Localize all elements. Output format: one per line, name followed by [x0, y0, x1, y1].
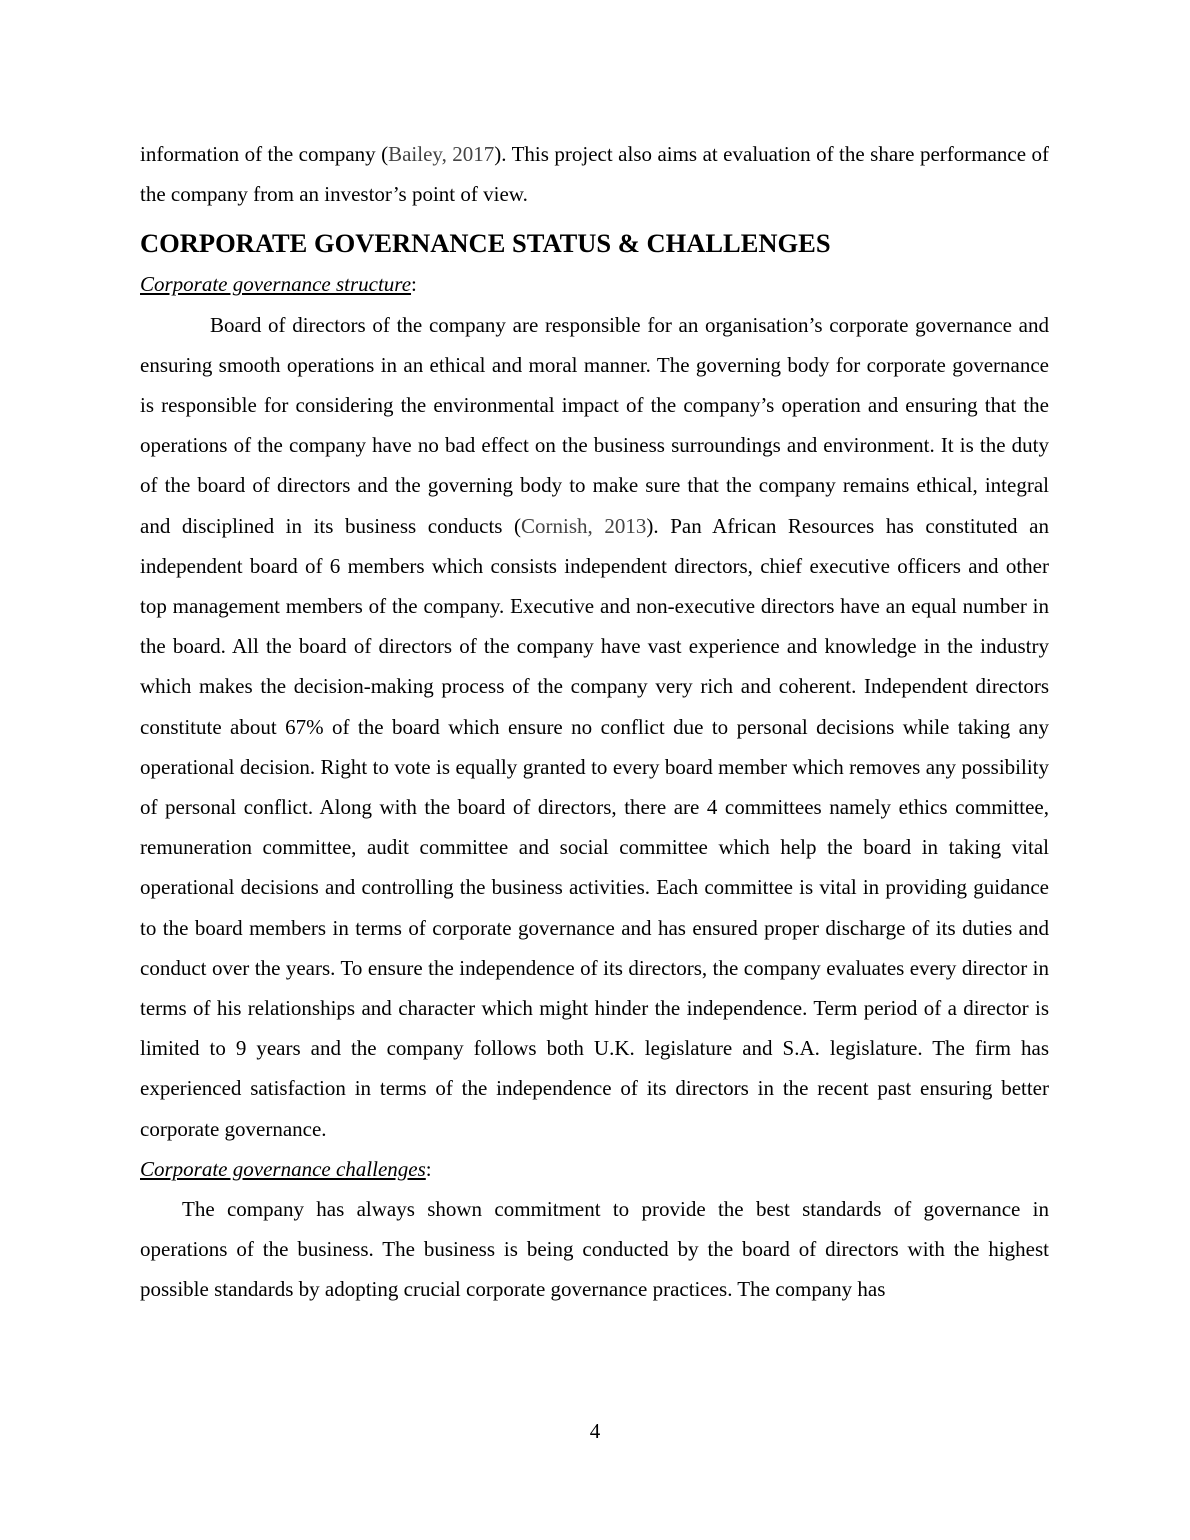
- page-content: [140, 134, 1049, 1310]
- subheading-structure: [140, 264, 1049, 304]
- citation-cornish: Cornish, 2013: [521, 513, 647, 538]
- subheading-structure-colon: :: [411, 272, 417, 297]
- subheading-challenges-colon: :: [425, 1156, 432, 1181]
- intro-paragraph: [140, 134, 1049, 214]
- structure-text-end: ). Pan African Resources has constituted an independent board of 6 members which consists independent directors, chief executive officers and other top management members of the company. Executive and non-executive directors have an equal number in the board. All the board of directors of the company have vast experience and knowledge in the industry which makes the decision-making process of the company very rich and coherent. Independent directors constitute about 67% of the board which ensure no conflict due to personal decisions while taking any operational decision. Right to vote is equally granted to every board member which removes any possibility of personal conflict. Along with the board of directors, there are 4 committees namely ethics committee, remuneration committee, audit committee and social committee which help the board in taking vital operational decisions and controlling the business activities. Each committee is vital in providing guidance to the board members in terms of corporate governance and has ensured proper discharge of its duties and conduct over the years. To ensure the independence of its directors, the company evaluates every director in terms of his relationships and character which might hinder the independence. Term period of a director is limited to 9 years and the company follows both U.K. legislature and S.A. legislature. The firm has experienced satisfaction in terms of the independence of its directors in the recent past ensuring better corporate governance.: [140, 513, 1049, 1141]
- page-number: 4: [589, 1419, 601, 1443]
- challenges-paragraph: The company has always shown commitment to provide the best standards of governance in operations of the business. The business is being conducted by the board of directors with the highest possible standards by adopting crucial corporate governance practices. The company has: [140, 1197, 1049, 1302]
- structure-paragraph: [140, 305, 1049, 1149]
- intro-text-end: ). This project also aims at evaluation of the share performance of the company from an investor’s point of view.: [140, 142, 1049, 207]
- structure-text-start: Board of directors of the company are responsible for an organisation’s corporate governance and ensuring smooth operations in an ethical and moral manner. The governing body for corporate governance is responsible for considering the environmental impact of the company’s operation and ensuring that the operations of the company have no bad effect on the business surroundings and environment. It is the duty of the board of directors and the governing body to make sure that the company remains ethical, integral and disciplined in its business conducts (: [140, 312, 1049, 538]
- section-heading: CORPORATE GOVERNANCE STATUS & CHALLENGES: [140, 228, 831, 259]
- intro-text-start: information of the company (: [140, 142, 389, 166]
- subheading-challenges-label: Corporate governance challenges: [140, 1156, 426, 1181]
- subheading-challenges: [140, 1149, 1049, 1189]
- citation-bailey: Bailey, 2017: [388, 142, 495, 166]
- subheading-structure-label: Corporate governance structure: [140, 272, 412, 297]
